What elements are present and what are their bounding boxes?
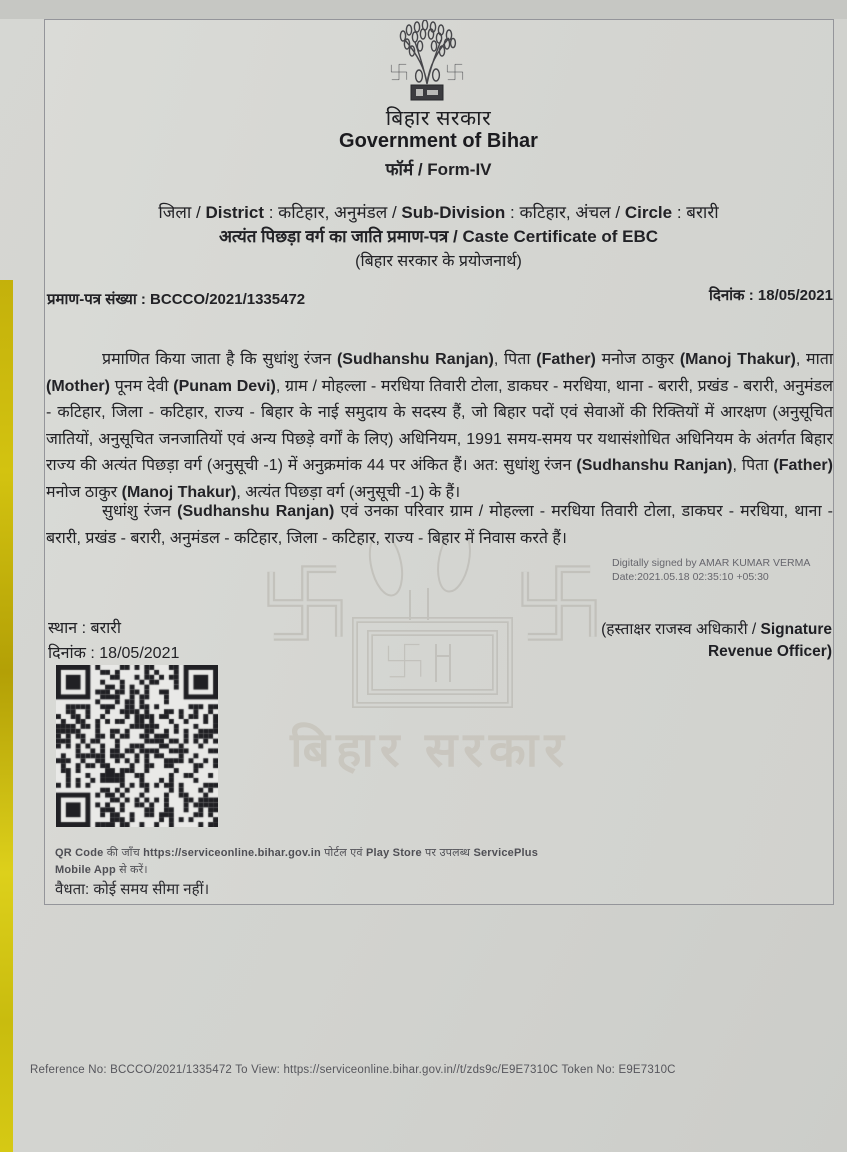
certificate-paragraph-2: सुधांशु रंजन (Sudhanshu Ranjan) एवं उनका परिवार ग्राम / मोहल्ला - मरधिया तिवारी टोला, डाकघर - मरधिया, थाना - बरारी, प्रखंड - बरारी, अनुमंडल - कटिहार, जिला - कटिहार, राज्य - बिहार में निवास करते हैं। <box>46 503 834 547</box>
digital-signature-stamp <box>612 556 810 584</box>
digital-signature-line2: Date:2021.05.18 02:35:10 +05:30 <box>612 571 769 583</box>
scan-left-yellow-edge <box>0 280 13 1152</box>
bihar-government-emblem-icon <box>379 20 475 116</box>
certificate-paragraph-1: प्रमाणित किया जाता है कि सुधांशु रंजन (Sudhanshu Ranjan), पिता (Father) मनोज ठाकुर (Manoj Thakur), माता (Mother) पूनम देवी (Punam Devi), ग्राम / मोहल्ला - मरधिया तिवारी टोला, डाकघर - मरधिया, थाना - बरारी, प्रखंड - बरारी, अनुमंडल - कटिहार, जिला - कटिहार, राज्य - बिहार के नाई समुदाय के सदस्य हैं, जो बिहार पदों एवं सेवाओं की रिक्तियों में आरक्षण (अनुसूचित जातियों, अनुसूचित जनजातियों एवं अन्य पिछड़े वर्गों के लिए) अधिनियम, 1991 समय-समय पर यथासंशोधित अधिनियम के अंतर्गत बिहार राज्य की अत्यंत पिछड़ा वर्ग (अनुसूची -1) में अनुक्रमांक 44 पर अंकित हैं। अत: सुधांशु रंजन (Sudhanshu Ranjan), पिता (Father) मनोज ठाकुर (Manoj Thakur), अत्यंत पिछड़ा वर्ग (अनुसूची -1) के हैं। <box>46 351 834 501</box>
certificate-number: प्रमाण-पत्र संख्या : BCCCO/2021/1335472 <box>47 291 306 308</box>
qr-code <box>56 665 218 827</box>
validity-line: वैधता: कोई समय सीमा नहीं। <box>55 881 210 898</box>
certificate-title: अत्यंत पिछड़ा वर्ग का जाति प्रमाण-पत्र / Caste Certificate of EBC <box>218 227 659 246</box>
qr-note-line1: QR Code की जाँच https://serviceonline.bihar.gov.in पोर्टल एवं Play Store पर उपलब्ध ServicePlus <box>55 847 539 859</box>
revenue-officer-signature-label <box>601 619 832 663</box>
officer-line1: (हस्ताक्षर राजस्व अधिकारी / Signature <box>601 621 832 638</box>
issue-date: दिनांक : 18/05/2021 <box>709 287 833 304</box>
reference-line: Reference No: BCCCO/2021/1335472 To View: https://serviceonline.bihar.gov.in//t/zds9c/E9E7310C Token No: E9E7310C <box>30 1064 676 1076</box>
form-number-line: फॉर्म / Form-IV <box>385 160 492 179</box>
place-line: स्थान : बरारी <box>48 620 122 637</box>
district-subdivision-circle-line: जिला / District : कटिहार, अनुमंडल / Sub-Division : कटिहार, अंचल / Circle : बरारी <box>158 203 719 222</box>
qr-verification-note <box>55 845 538 879</box>
digital-signature-line1: Digitally signed by AMAR KUMAR VERMA <box>612 557 811 569</box>
officer-line2: Revenue Officer) <box>707 643 832 660</box>
scan-top-shadow <box>0 0 847 19</box>
title-hindi: बिहार सरकार <box>385 107 492 130</box>
title-english: Government of Bihar <box>339 130 538 152</box>
purpose-line: (बिहार सरकार के प्रयोजनार्थ) <box>355 253 522 270</box>
qr-note-line2: Mobile App से करें। <box>55 864 148 876</box>
watermark-text: बिहार सरकार <box>290 724 570 777</box>
date-line: दिनांक : 18/05/2021 <box>48 645 180 662</box>
